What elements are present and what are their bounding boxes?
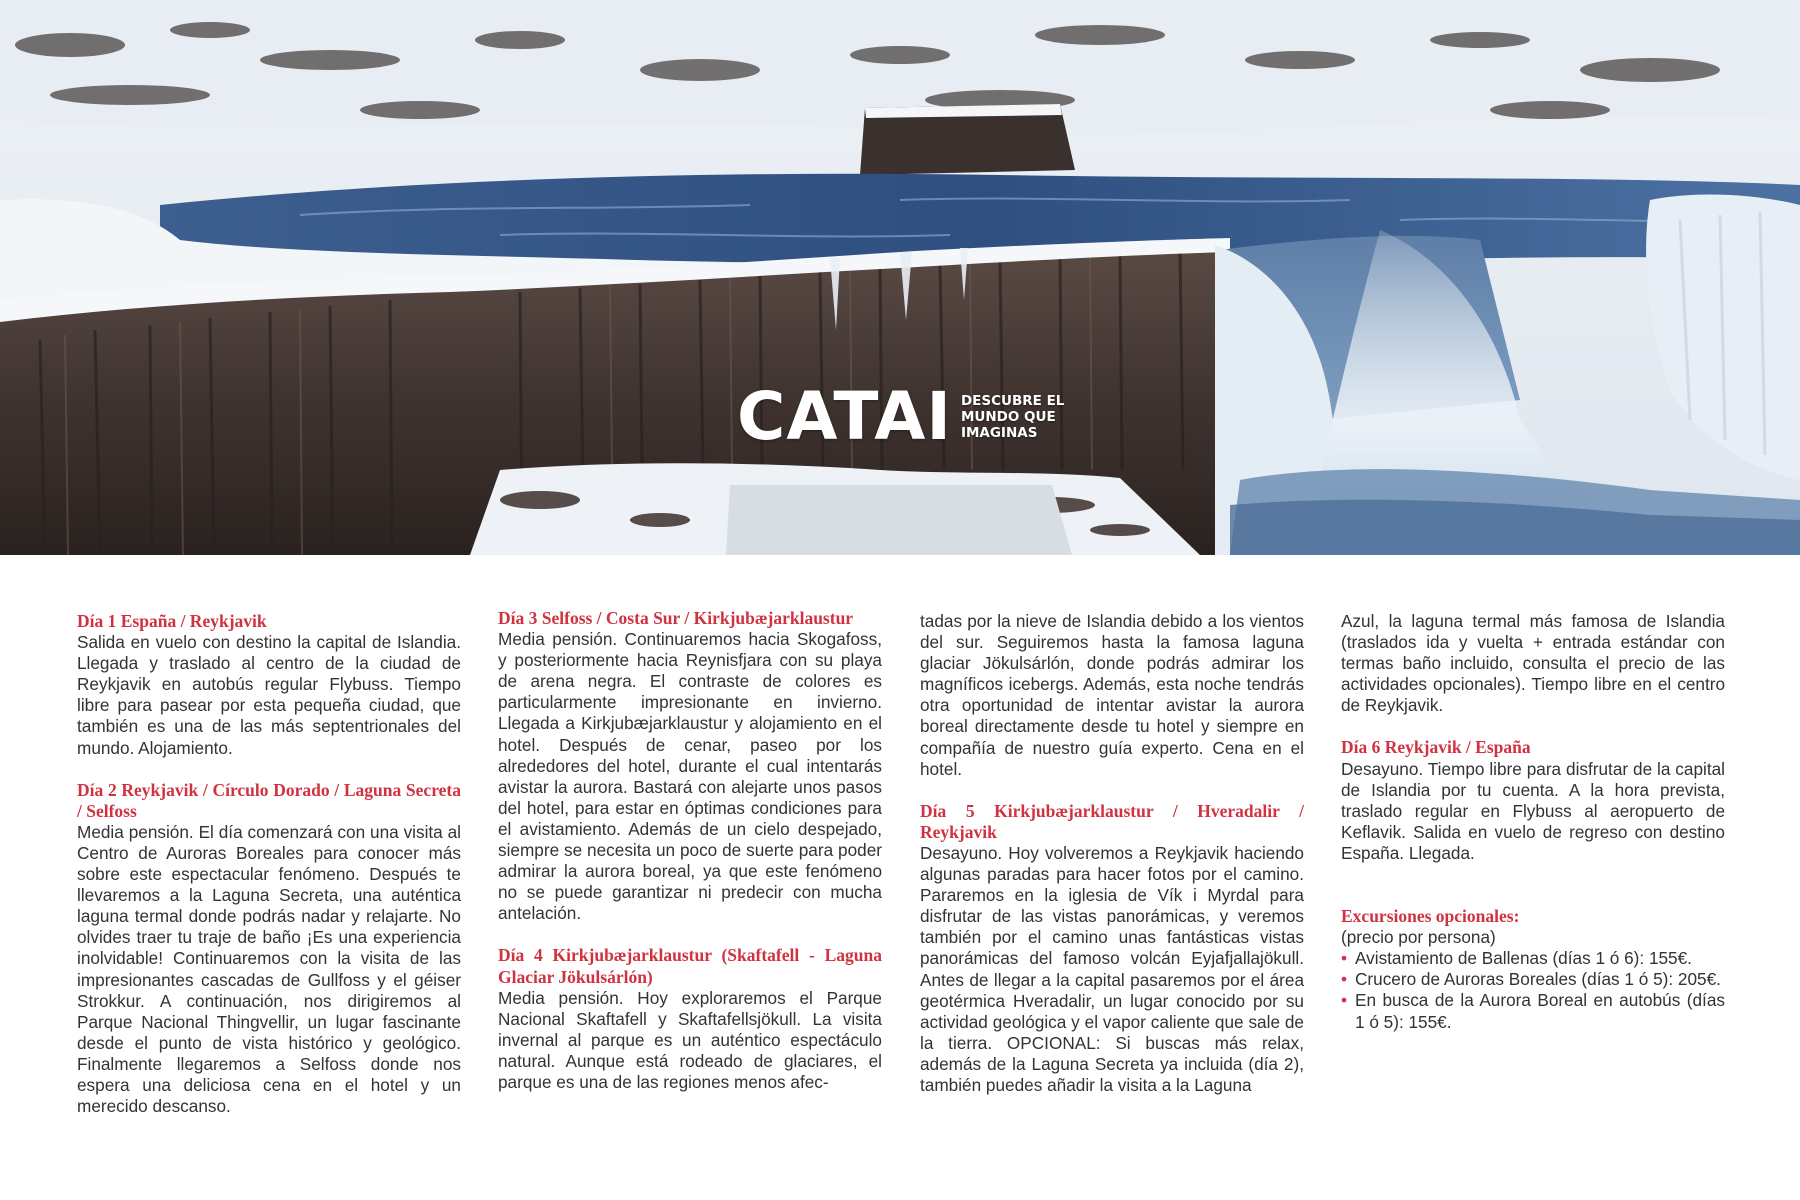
catai-logo xyxy=(737,378,1065,455)
day-5-body-part-1: Desayuno. Hoy volveremos a Reykjavik haciendo algunas paradas para hacer fotos por el camino. Pararemos en la iglesia de Vík i Myrdal para disfrutar de las vistas panorámicas, y veremos también por el camino unas fantásticas vistas panorámicas del famoso volcán Eyjafjallajökull. Antes de llegar a la capital pasaremos por el área geotérmica Hveradalir, un lugar conocido por su actividad geológica y el vapor caliente que sale de la tierra. OPCIONAL: Si buscas más relax, además de la Laguna Secreta ya incluida (día 2), también puedes añadir la visita a la Laguna xyxy=(920,842,1304,1095)
day-2-title: Día 2 Reykjavik / Círculo Dorado / Laguna Secreta / Selfoss xyxy=(77,779,461,821)
hero-landscape-illustration xyxy=(0,0,1800,555)
day-2-body: Media pensión. El día comenzará con una visita al Centro de Auroras Boreales para conocer más sobre este espectacular fenómeno. Después te llevaremos a la Laguna Secreta, una auténtica laguna termal donde podrás nadar y relajarte. No olvides traer tu traje de baño ¡Es una experiencia inolvidable! Continuaremos con la visita de las impresionantes cascadas de Gullfoss y el géiser Strokkur. A continuación, nos dirigiremos al Parque Nacional Thingvellir, un lugar fascinante desde el punto de vista histórico y geológico. Finalmente llegaremos a Selfoss donde nos espera una deliciosa cena en el hotel y un merecido descanso. xyxy=(77,821,461,1117)
tagline-line-3: IMAGINAS xyxy=(960,425,1038,441)
column-1 xyxy=(77,611,461,1117)
day-6-body: Desayuno. Tiempo libre para disfrutar de la capital de Islandia por tu cuenta. A la hora prevista, traslado regular en Flybuss al aeropuerto de Keflavik. Salida en vuelo de regreso con destino España. Llegada. xyxy=(1341,758,1725,863)
day-3-title: Día 3 Selfoss / Costa Sur / Kirkjubæjarklaustur xyxy=(498,608,854,628)
excursions-subtitle: (precio por persona) xyxy=(1341,927,1496,948)
day-1-body: Salida en vuelo con destino la capital de Islandia. Llegada y traslado al centro de la ciudad de Reykjavik en autobús regular Flybuss. Tiempo libre para pasear por esta pequeña ciudad, que también es una de las más septentrionales del mundo. Alojamiento. xyxy=(77,632,461,758)
day-4-body-part-2: tadas por la nieve de Islandia debido a los vientos del sur. Seguiremos hasta la famosa laguna glaciar Jökulsárlón, donde podrás admirar los magníficos icebergs. Además, esta noche tendrás otra oportunidad de intentar avistar la aurora boreal directamente desde tu hotel y siempre en compañía de nuestro guía experto. Cena en el hotel. xyxy=(920,611,1304,779)
day-5-body-part-2: Azul, la laguna termal más famosa de Islandia (traslados ida y vuelta + entrada estándar con termas baño incluido, consulta el precio de las actividades opcionales). Tiempo libre en el centro de Reykjavik. xyxy=(1341,611,1725,716)
excursion-item xyxy=(1341,990,1725,1032)
hero-image xyxy=(0,0,1800,555)
excursion-text: Avistamiento de Ballenas (días 1 ó 6): 155€. xyxy=(1355,948,1692,969)
excursion-text: En busca de la Aurora Boreal en autobús (días 1 ó 5): 155€. xyxy=(1355,990,1725,1032)
excursions-title: Excursiones opcionales: xyxy=(1341,906,1520,927)
day-6-title: Día 6 Reykjavik / España xyxy=(1341,737,1531,758)
excursion-text: Crucero de Auroras Boreales (días 1 ó 5): 205€. xyxy=(1355,969,1721,990)
excursion-item xyxy=(1341,948,1725,969)
column-2 xyxy=(498,608,882,1093)
day-3-body: Media pensión. Continuaremos hacia Skogafoss, y posteriormente hacia Reynisfjara con su playa de arena negra. El contraste de colores es particularmente impresionante en invierno. Llegada a Kirkjubæjarklaustur y alojamiento en el hotel. Después de cenar, paseo por los alrededores del hotel, durante el cual intentarás avistar la aurora. Bastará con alejarte unos pasos del hotel, para estar en óptimas condiciones para el avistamiento. Además de un cielo despejado, siempre se necesita un poco de suerte para poder admirar la aurora boreal, ya que este fenómeno no se puede garantizar ni predecir con mucha antelación. xyxy=(498,629,882,924)
logo-tagline xyxy=(961,393,1064,441)
logo-wordmark: CATAI xyxy=(737,378,952,455)
day-5-title: Día 5 Kirkjubæjarklaustur / Hveradalir / Reykjavik xyxy=(920,800,1304,842)
excursions-list xyxy=(1341,948,1725,1032)
tagline-line-2: MUNDO QUE xyxy=(960,409,1056,425)
column-3 xyxy=(920,611,1304,1096)
hero-tab-shape xyxy=(726,485,1072,555)
excursion-item xyxy=(1341,969,1725,990)
day-4-body-part-1: Media pensión. Hoy exploraremos el Parque Nacional Skaftafell y Skaftafellsjökull. La visita invernal al parque es un auténtico espectáculo natural. Aunque está rodeado de glaciares, el parque es una de las regiones menos afec- xyxy=(498,987,882,1092)
bullet-icon: • xyxy=(1341,990,1348,1011)
tagline-line-1: DESCUBRE EL xyxy=(960,393,1065,409)
day-1-title: Día 1 España / Reykjavik xyxy=(77,611,267,631)
bullet-icon: • xyxy=(1341,948,1348,969)
column-4 xyxy=(1341,611,1725,1033)
day-4-title: Día 4 Kirkjubæjarklaustur (Skaftafell - Laguna Glaciar Jökulsárlón) xyxy=(498,945,882,987)
bullet-icon: • xyxy=(1341,969,1348,990)
